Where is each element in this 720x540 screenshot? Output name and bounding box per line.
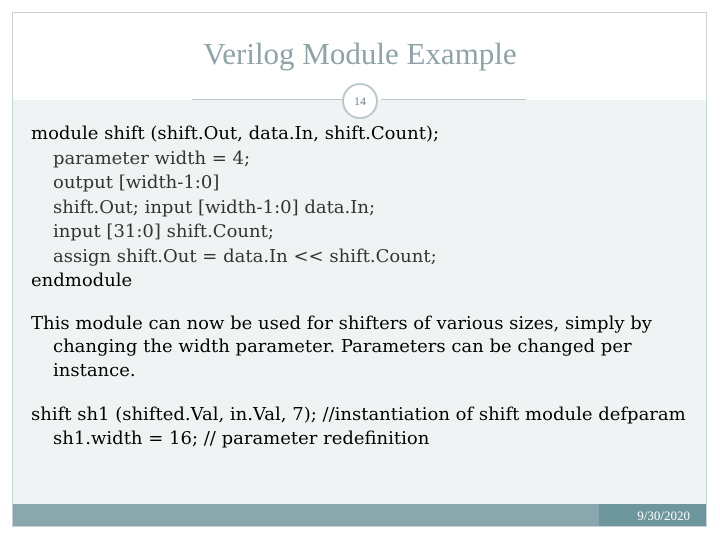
footer-date: 9/30/2020 [637, 508, 690, 523]
slide-body [31, 122, 696, 450]
code-line: parameter width = 4; [53, 147, 251, 169]
description-paragraph: This module can now be used for shifters of various sizes, simply by changing the width parameter. Parameters can be changed per instance. [31, 312, 652, 381]
code-line: shift.Out; input [width-1:0] data.In; [53, 196, 376, 218]
code-line: output [width-1:0] [53, 172, 220, 193]
code-line: input [31:0] shift.Count; [53, 221, 274, 242]
code-line: assign shift.Out = data.In << shift.Count; [53, 245, 437, 267]
page-number: 14 [342, 83, 378, 119]
slide-title: Verilog Module Example [203, 36, 517, 71]
code-line: module shift (shift.Out, data.In, shift.Count); [31, 123, 440, 144]
code-line: endmodule [31, 270, 133, 291]
title-divider-right [381, 99, 526, 100]
title-divider-left [192, 99, 342, 100]
example-paragraph: shift sh1 (shifted.Val, in.Val, 7); //instantiation of shift module defparam sh1.width = 16; // parameter redefinition [31, 404, 686, 449]
